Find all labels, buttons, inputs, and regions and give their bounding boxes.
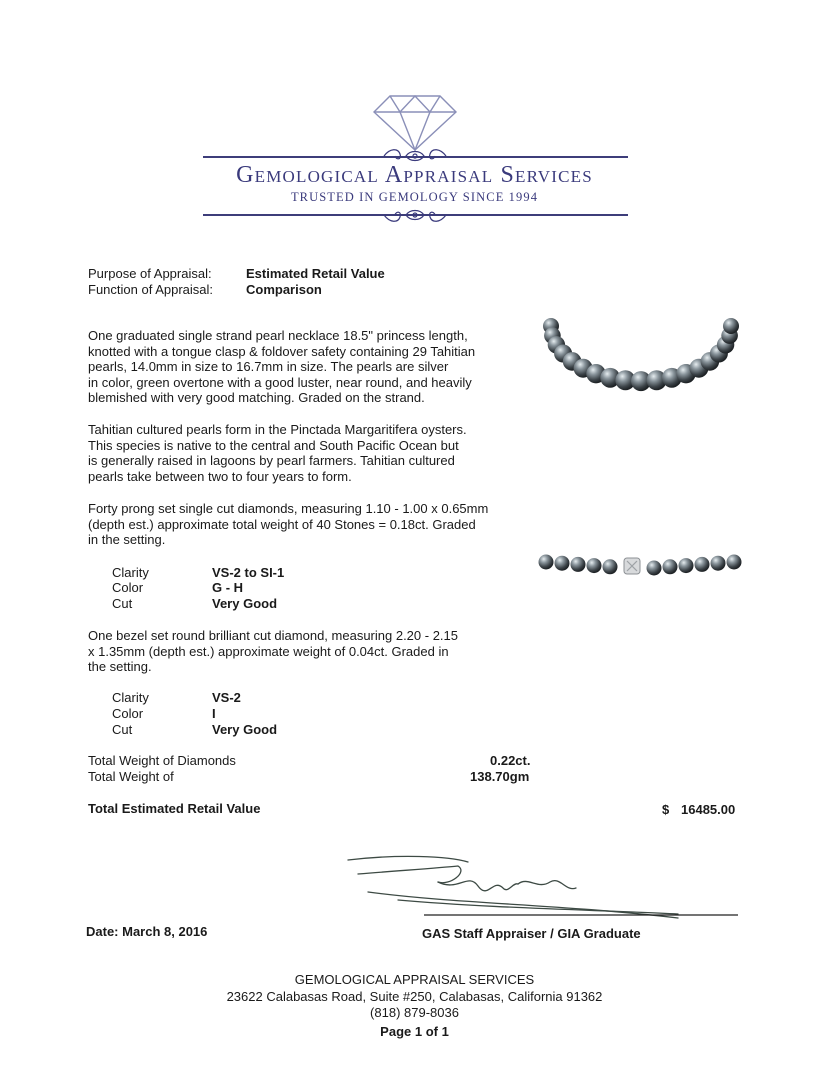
text-line: blemished with very good matching. Graded on the strand. xyxy=(88,390,425,405)
diamond-logo-icon xyxy=(370,92,460,154)
page-number: Page 1 of 1 xyxy=(380,1024,449,1039)
pearl xyxy=(723,318,739,334)
function-value: Comparison xyxy=(246,282,322,297)
clarity-value: VS-2 to SI-1 xyxy=(212,565,285,580)
center-diamond-description xyxy=(88,628,458,675)
cut-value: Very Good xyxy=(212,722,278,737)
pearl xyxy=(587,558,602,573)
pearl xyxy=(603,559,618,574)
clarity-value: VS-2 xyxy=(212,690,241,705)
company-tagline: TRUSTED IN GEMOLOGY SINCE 1994 xyxy=(290,190,539,204)
pearl xyxy=(647,561,662,576)
text-line: pearls, 14.0mm in size to 16.7mm in size. The pearls are silver xyxy=(88,359,449,374)
company-title: Gemological Appraisal Services xyxy=(236,162,593,188)
tahitian-info xyxy=(88,422,467,484)
text-line: in the setting. xyxy=(88,532,166,547)
color-value: I xyxy=(212,706,216,721)
footer-address: 23622 Calabasas Road, Suite #250, Calabasas, California 91362 xyxy=(226,989,603,1004)
pearl xyxy=(711,556,726,571)
purpose-label: Purpose of Appraisal: xyxy=(88,266,212,281)
color-label: Color xyxy=(112,706,144,721)
pearl xyxy=(571,557,586,572)
total-weight-label: Total Weight of xyxy=(88,769,174,784)
total-diamond-weight-label: Total Weight of Diamonds xyxy=(88,753,236,768)
text-line: is generally raised in lagoons by pearl farmers. Tahitian cultured xyxy=(88,453,455,468)
pearl xyxy=(663,559,678,574)
pearl-necklace-image xyxy=(536,312,746,397)
total-weight-value: 138.70gm xyxy=(470,769,530,784)
flourish-bottom-icon xyxy=(380,207,450,223)
text-line: One bezel set round brilliant cut diamond, measuring 2.20 - 2.15 xyxy=(88,628,458,643)
text-line: (depth est.) approximate total weight of 40 Stones = 0.18ct. Graded xyxy=(88,516,476,532)
appraisal-date: Date: March 8, 2016 xyxy=(86,924,208,939)
total-retail-label: Total Estimated Retail Value xyxy=(88,801,261,816)
text-line: One graduated single strand pearl necklace 18.5" princess length, xyxy=(88,328,468,343)
appraiser-signature xyxy=(338,852,738,922)
text-line: in color, green overtone with a good luster, near round, and heavily xyxy=(88,374,472,390)
footer-phone: (818) 879-8036 xyxy=(370,1005,459,1020)
color-value: G - H xyxy=(212,580,244,595)
text-line: Tahitian cultured pearls form in the Pinctada Margaritifera oysters. xyxy=(88,422,467,437)
color-label: Color xyxy=(112,580,144,595)
pearl-clasp-image xyxy=(536,546,746,586)
cut-value: Very Good xyxy=(212,596,278,611)
pearl xyxy=(695,557,710,572)
text-line: the setting. xyxy=(88,659,152,674)
pearl xyxy=(679,558,694,573)
pearl xyxy=(555,556,570,571)
appraiser-title: GAS Staff Appraiser / GIA Graduate xyxy=(422,926,641,941)
text-line: x 1.35mm (depth est.) approximate weight of 0.04ct. Graded in xyxy=(88,643,449,659)
diamonds-description xyxy=(88,501,488,548)
purpose-value: Estimated Retail Value xyxy=(246,266,385,281)
total-retail-value: 16485.00 xyxy=(681,802,736,817)
clarity-label: Clarity xyxy=(112,565,149,580)
total-diamond-weight-value: 0.22ct. xyxy=(490,753,531,768)
pearl xyxy=(539,555,554,570)
footer-company: GEMOLOGICAL APPRAISAL SERVICES xyxy=(294,972,535,987)
text-line: Forty prong set single cut diamonds, measuring 1.10 - 1.00 x 0.65mm xyxy=(88,501,489,516)
pearl-description xyxy=(88,328,475,406)
clasp-icon xyxy=(624,558,640,574)
clarity-label: Clarity xyxy=(112,690,149,705)
currency-symbol: $ xyxy=(662,802,670,817)
function-label: Function of Appraisal: xyxy=(88,282,214,297)
text-line: This species is native to the central and South Pacific Ocean but xyxy=(88,437,459,453)
text-line: knotted with a tongue clasp & foldover safety containing 29 Tahitian xyxy=(88,343,476,359)
cut-label: Cut xyxy=(112,596,133,611)
cut-label: Cut xyxy=(112,722,133,737)
text-line: pearls take between two to four years to form. xyxy=(88,468,352,484)
pearl xyxy=(727,555,742,570)
